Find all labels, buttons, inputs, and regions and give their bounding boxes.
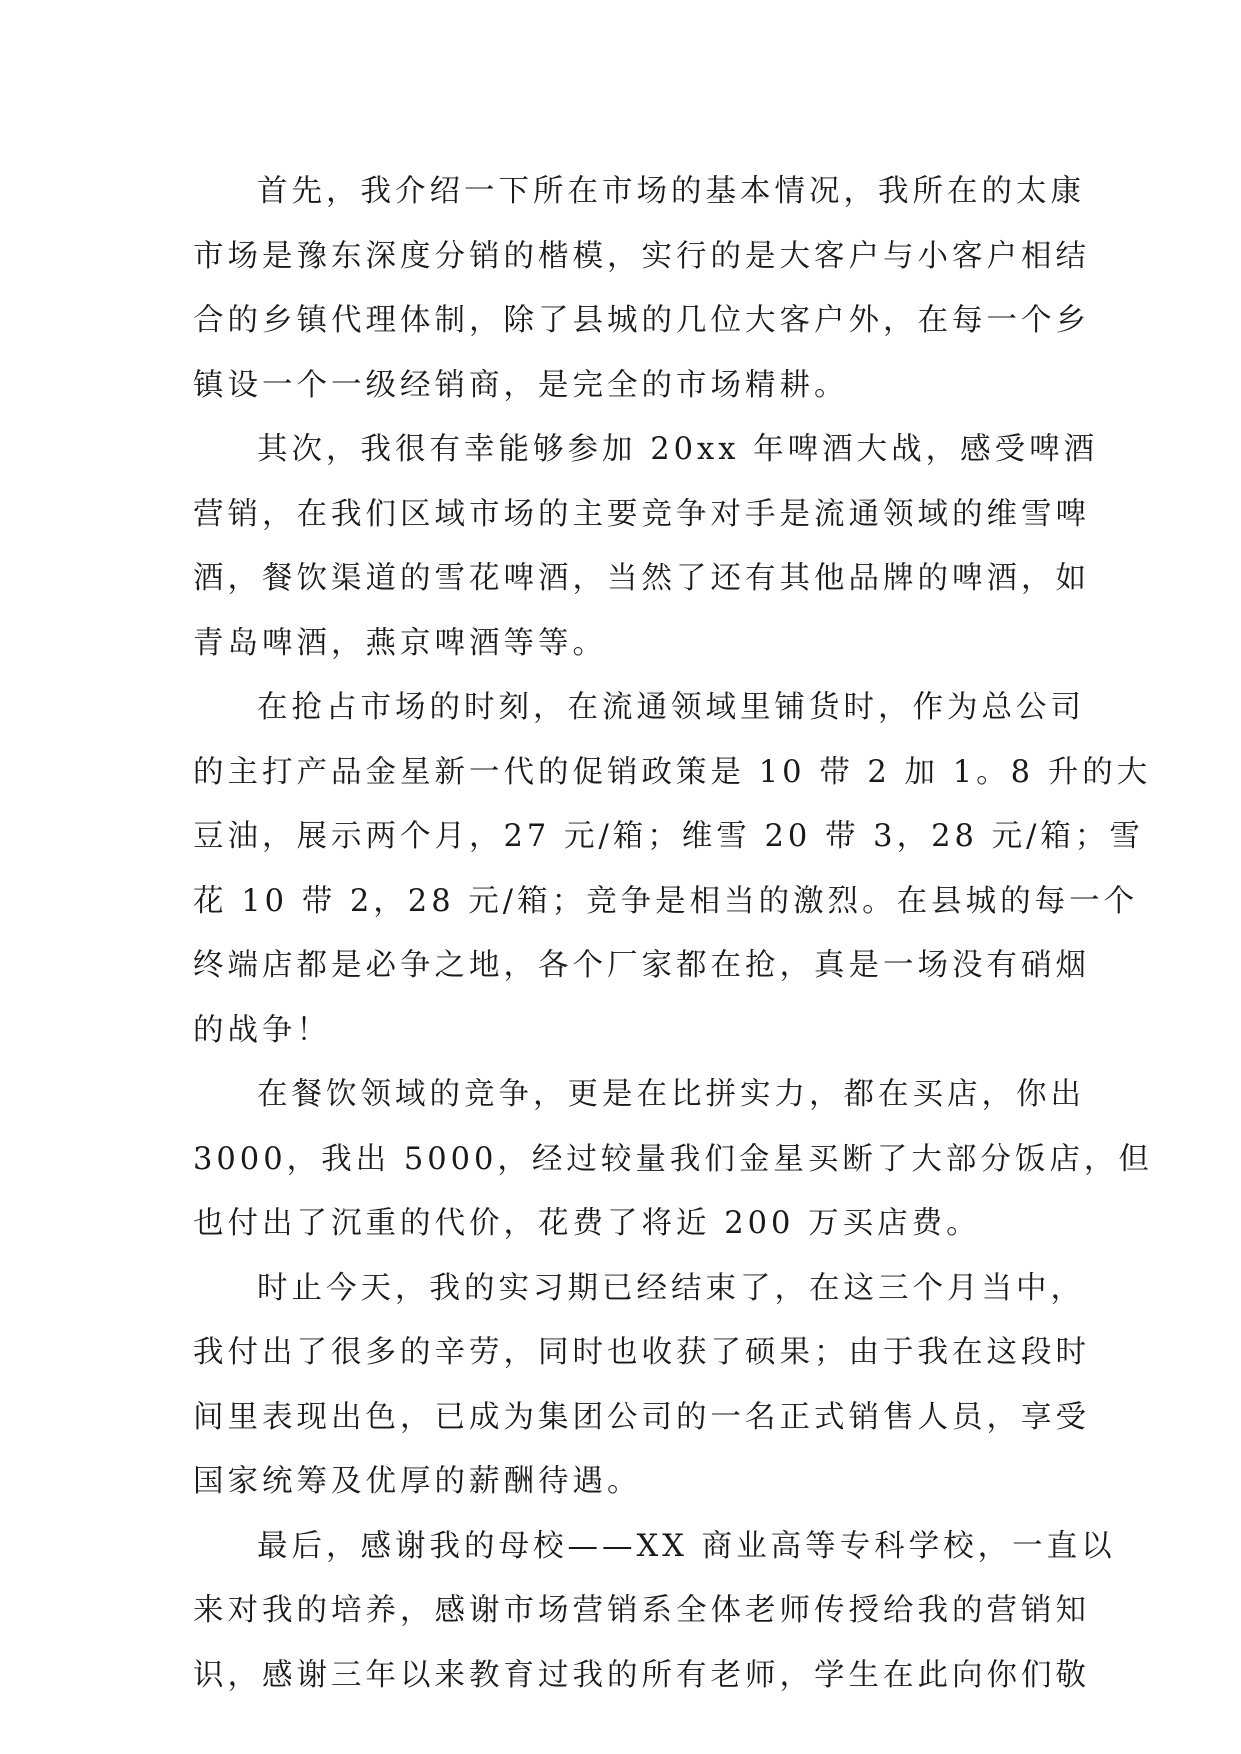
text-line: 镇设一个一级经销商，是完全的市场精耕。 — [193, 367, 849, 403]
text-line: 国家统筹及优厚的薪酬待遇。 — [193, 1464, 642, 1499]
text-line: 我付出了很多的辛劳，同时也收获了硕果；由于我在这段时 — [193, 1335, 1090, 1370]
text-line: 其次，我很有幸能够参加 20xx 年啤酒大战，感受啤酒 — [257, 432, 1099, 467]
text-line: 豆油，展示两个月，27 元/箱；维雪 20 带 3，28 元/箱；雪 — [193, 819, 1144, 854]
text-line: 在餐饮领域的竞争，更是在比拼实力，都在买店，你出 — [257, 1077, 1085, 1112]
text-line: 市场是豫东深度分销的楷模，实行的是大客户与小客户相结 — [193, 238, 1090, 274]
text-line: 来对我的培养，感谢市场营销系全体老师传授给我的营销知 — [193, 1593, 1090, 1628]
text-line: 青岛啤酒，燕京啤酒等等。 — [193, 625, 607, 661]
text-line: 的战争！ — [193, 1012, 331, 1048]
paragraph-catering-competition — [193, 1063, 1153, 1257]
text-line: 合的乡镇代理体制，除了县城的几位大客户外，在每一个乡 — [193, 303, 1090, 338]
paragraph-internship-end — [193, 1257, 1090, 1515]
paragraph-beer-battle — [193, 418, 1099, 676]
text-line: 也付出了沉重的代价，花费了将近 200 万买店费。 — [193, 1206, 981, 1241]
text-line: 营销，在我们区域市场的主要竞争对手是流通领域的维雪啤 — [193, 496, 1090, 532]
text-line: 酒，餐饮渠道的雪花啤酒，当然了还有其他品牌的啤酒，如 — [193, 561, 1090, 596]
text-line: 终端店都是必争之地，各个厂家都在抢，真是一场没有硝烟 — [193, 948, 1090, 983]
text-line: 首先，我介绍一下所在市场的基本情况，我所在的太康 — [257, 174, 1085, 209]
paragraph-acknowledgement — [193, 1515, 1116, 1709]
text-line: 的主打产品金星新一代的促销政策是 10 带 2 加 1。8 升的大 — [193, 754, 1152, 790]
document-body — [193, 160, 1153, 1708]
text-line: 最后，感谢我的母校——XX 商业高等专科学校，一直以 — [257, 1528, 1116, 1564]
text-line: 3000，我出 5000，经过较量我们金星买断了大部分饭店，但 — [193, 1141, 1153, 1177]
text-line: 时止今天，我的实习期已经结束了，在这三个月当中， — [257, 1270, 1085, 1306]
paragraph-distribution-promotion — [193, 676, 1152, 1063]
text-line: 间里表现出色，已成为集团公司的一名正式销售人员，享受 — [193, 1399, 1090, 1435]
text-line: 识，感谢三年以来教育过我的所有老师，学生在此向你们敬 — [193, 1657, 1090, 1693]
paragraph-market-intro — [193, 160, 1090, 418]
text-line: 在抢占市场的时刻，在流通领域里铺货时，作为总公司 — [257, 690, 1085, 725]
text-line: 花 10 带 2，28 元/箱；竞争是相当的激烈。在县城的每一个 — [193, 883, 1139, 919]
